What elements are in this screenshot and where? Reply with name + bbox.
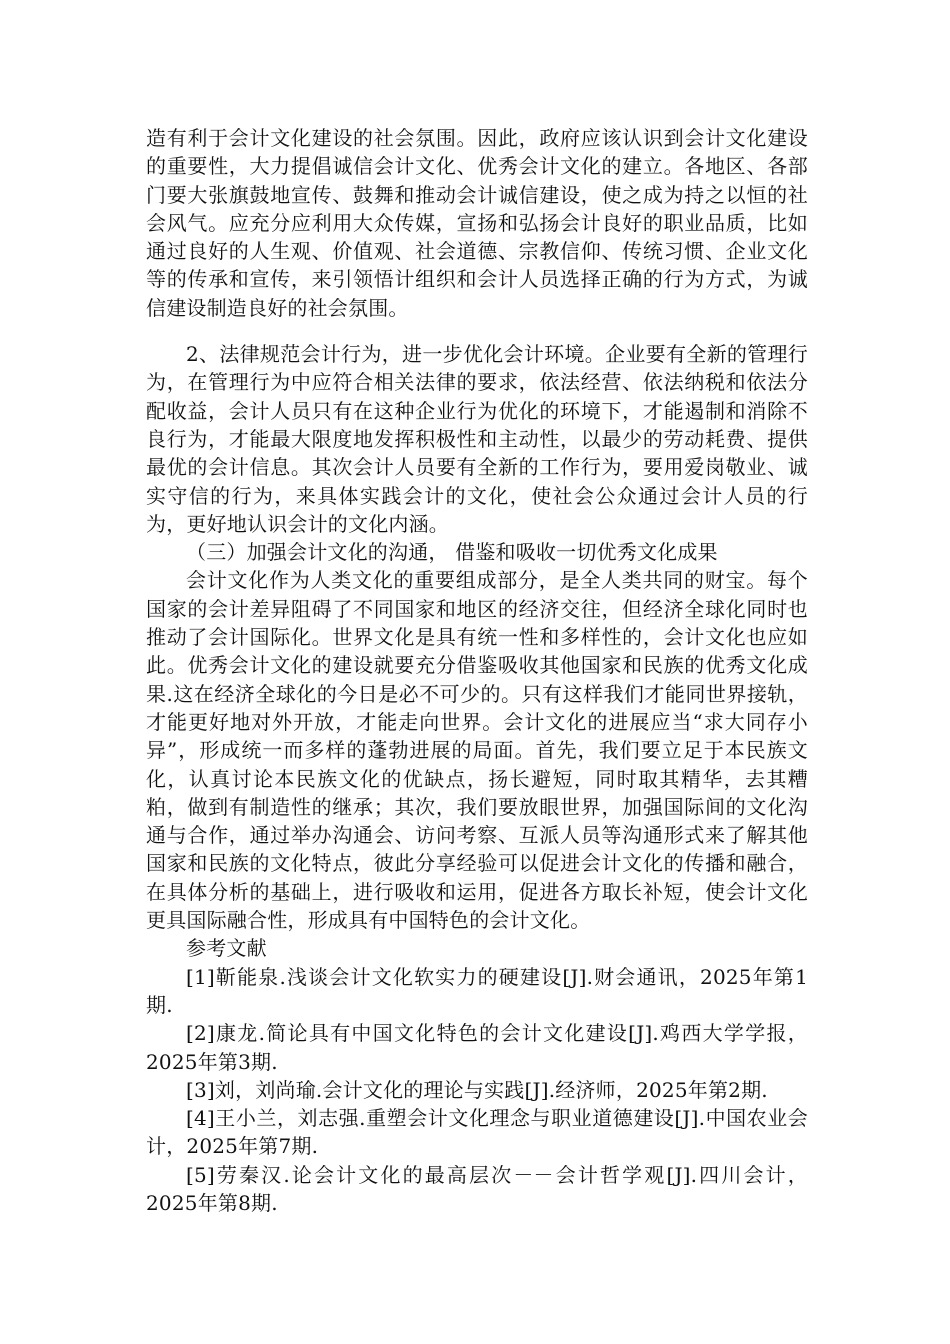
reference-item: [3]刘，刘尚瑜.会计文化的理论与实践[J].经济师，2025年第2期. [186,1077,768,1102]
paragraph-accounting-culture: 会计文化作为人类文化的重要组成部分，是全人类共同的财宝。每个国家的会计差异阻碍了不同国家和地区的经济交往，但经济全球化同时也推动了会计国际化。世界文化是具有统一性和多样性的，会计文化也应如此。优秀会计文化的建设就要充分借鉴吸收其他国家和民族的优秀文化成果.这在经济全球化的今日是必不可少的。只有这样我们才能同世界接轨，才能更好地对外开放，才能走向世界。会计文化的进展应当“求大同存小异”，形成统一而多样的蓬勃进展的局面。首先，我们要立足于本民族文化，认真讨论本民族文化的优缺点，扬长避短，同时取其精华，去其糟粕，做到有制造性的继承；其次，我们要放眼世界，加强国际间的文化沟通与合作，通过举办沟通会、访问考察、互派人员等沟通形式来了解其他国家和民族的文化特点，彼此分享经验可以促进会计文化的传播和融合，在具体分析的基础上，进行吸收和运用，促进各方取长补短，使会计文化更具国际融合性，形成具有中国特色的会计文化。 [146,568,808,933]
reference-item: [5]劳秦汉.论会计文化的最高层次－－会计哲学观[J].四川会计，2025年第8期. [146,1162,808,1215]
references-heading: 参考文献 [186,936,267,961]
paragraph-social-atmosphere: 造有利于会计文化建设的社会氛围。因此，政府应该认识到会计文化建设的重要性，大力提倡诚信会计文化、优秀会计文化的建立。各地区、各部门要大张旗鼓地宣传、鼓舞和推动会计诚信建设，使之成为持之以恒的社会风气。应充分应利用大众传媒，宣扬和弘扬会计良好的职业品质，比如通过良好的人生观、价值观、社会道德、宗教信仰、传统习惯、企业文化等的传承和宣传，来引领悟计组织和会计人员选择正确的行为方式，为诚信建设制造良好的社会氛围。 [146,126,808,320]
paragraph-legal-norms: 2、法律规范会计行为，进一步优化会计环境。企业要有全新的管理行为，在管理行为中应符合相关法律的要求，依法经营、依法纳税和依法分配收益，会计人员只有在这种企业行为优化的环境下，才能遏制和消除不良行为，才能最大限度地发挥积极性和主动性，以最少的劳动耗费、提供最优的会计信息。其次会计人员要有全新的工作行为，要用爱岗敬业、诚实守信的行为，来具体实践会计的文化，使社会公众通过会计人员的行为，更好地认识会计的文化内涵。 [146,342,808,536]
section-heading-communication: （三）加强会计文化的沟通， 借鉴和吸收一切优秀文化成果 [186,540,718,565]
document-body [146,124,808,1217]
reference-item: [1]靳能泉.浅谈会计文化软实力的硬建设[J].财会通讯，2025年第1期. [146,964,808,1017]
reference-item: [4]王小兰，刘志强.重塑会计文化理念与职业道德建设[J].中国农业会计，2025年第7期. [146,1106,808,1159]
reference-item: [2]康龙.简论具有中国文化特色的会计文化建设[J].鸡西大学学报，2025年第3期. [146,1021,808,1074]
